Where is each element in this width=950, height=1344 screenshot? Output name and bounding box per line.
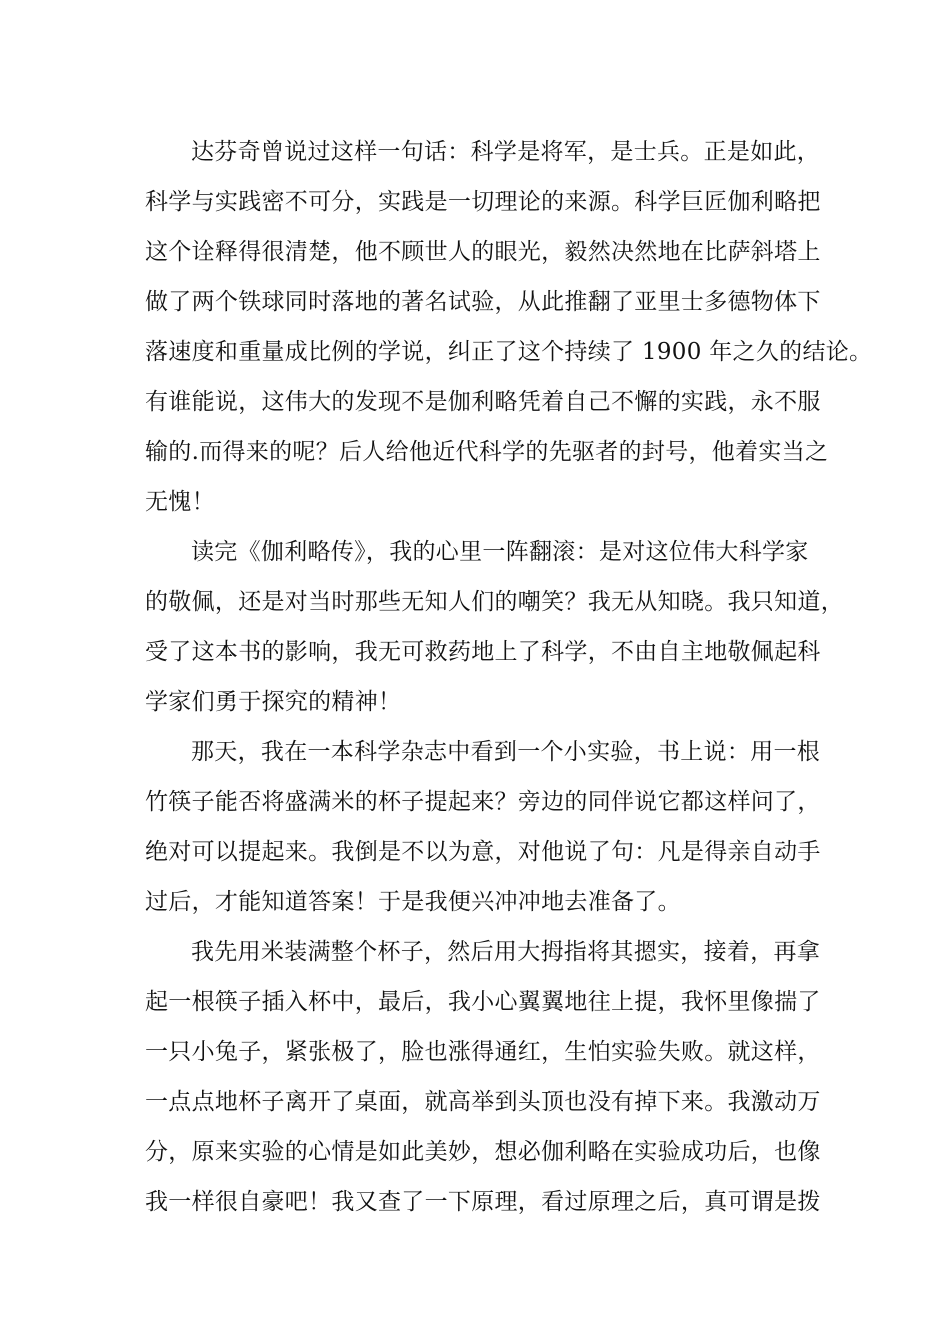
paragraph-line: 竹筷子能否将盛满米的杯子提起来？旁边的同伴说它都这样问了， — [145, 789, 821, 815]
paragraph-line: 过后，才能知道答案！于是我便兴冲冲地去准备了。 — [145, 889, 681, 915]
paragraph-line: 我先用米装满整个杯子，然后用大拇指将其摁实，接着，再拿 — [191, 939, 821, 965]
paragraph-line: 科学与实践密不可分，实践是一切理论的来源。科学巨匠伽利略把 — [145, 189, 821, 215]
paragraph-line: 无愧！ — [145, 489, 215, 515]
paragraph-line: 输的.而得来的呢？后人给他近代科学的先驱者的封号，他着实当之 — [145, 439, 829, 465]
paragraph-line: 起一根筷子插入杯中，最后，我小心翼翼地往上提，我怀里像揣了 — [145, 989, 821, 1015]
paragraph-line: 那天，我在一本科学杂志中看到一个小实验，书上说：用一根 — [191, 739, 821, 765]
paragraph-3 — [145, 727, 821, 927]
paragraph-line: 落速度和重量成比例的学说，纠正了这个持续了 1900 年之久的结论。 — [145, 339, 873, 365]
paragraph-line: 达芬奇曾说过这样一句话：科学是将军，是士兵。正是如此， — [191, 139, 821, 165]
paragraph-line: 这个诠释得很清楚，他不顾世人的眼光，毅然决然地在比萨斜塔上 — [145, 239, 821, 265]
paragraph-line: 读完《伽利略传》，我的心里一阵翻滚：是对这位伟大科学家 — [191, 539, 809, 565]
document-body — [145, 127, 873, 1227]
paragraph-line: 分，原来实验的心情是如此美妙，想必伽利略在实验成功后，也像 — [145, 1139, 821, 1165]
paragraph-2 — [145, 527, 844, 727]
paragraph-line: 做了两个铁球同时落地的著名试验，从此推翻了亚里士多德物体下 — [145, 289, 821, 315]
paragraph-line: 受了这本书的影响，我无可救药地上了科学，不由自主地敬佩起科 — [145, 639, 821, 665]
paragraph-4 — [145, 927, 821, 1227]
paragraph-1 — [145, 127, 873, 527]
paragraph-line: 一点点地杯子离开了桌面，就高举到头顶也没有掉下来。我激动万 — [145, 1089, 821, 1115]
paragraph-line: 的敬佩，还是对当时那些无知人们的嘲笑？我无从知晓。我只知道， — [145, 589, 844, 615]
paragraph-line: 我一样很自豪吧！我又查了一下原理，看过原理之后，真可谓是拨 — [145, 1189, 821, 1215]
paragraph-line: 绝对可以提起来。我倒是不以为意，对他说了句：凡是得亲自动手 — [145, 839, 821, 865]
paragraph-line: 学家们勇于探究的精神！ — [145, 689, 402, 715]
paragraph-line: 有谁能说，这伟大的发现不是伽利略凭着自己不懈的实践，永不服 — [145, 389, 821, 415]
paragraph-line: 一只小兔子，紧张极了，脸也涨得通红，生怕实验失败。就这样， — [145, 1039, 821, 1065]
